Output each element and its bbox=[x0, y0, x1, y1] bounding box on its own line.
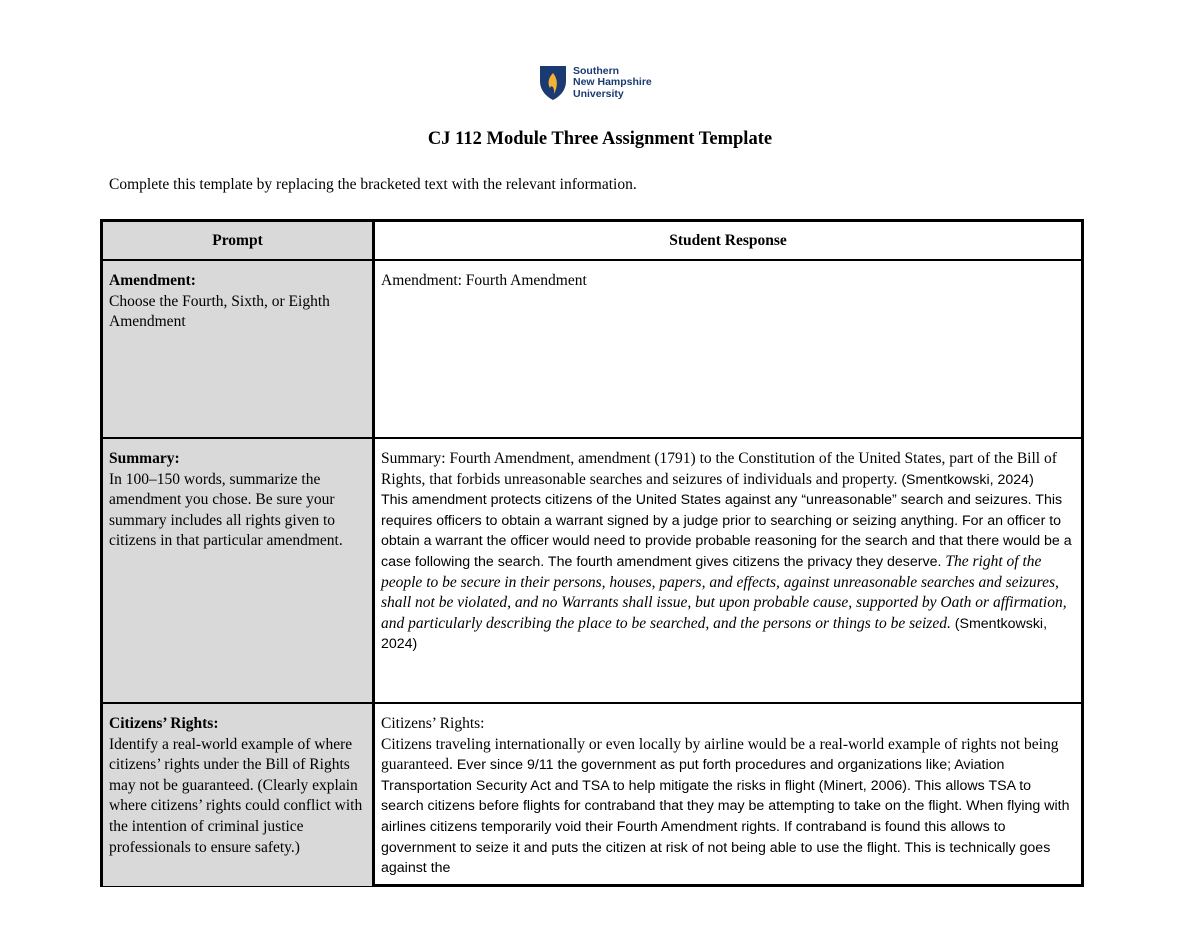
snhu-logo bbox=[539, 64, 652, 102]
response-cell[interactable] bbox=[375, 439, 1081, 704]
prompt-label: Summary: bbox=[109, 450, 180, 467]
prompt-label: Citizens’ Rights: bbox=[109, 715, 219, 732]
prompt-cell bbox=[103, 261, 375, 439]
response-cell[interactable] bbox=[375, 704, 1081, 886]
prompt-cell bbox=[103, 704, 375, 886]
table-row-amendment bbox=[103, 259, 1081, 439]
summary-body: This amendment protects citizens of the United States against any “unreasonable” search and seizures. This requires officers to obtain a warrant signed by a judge prior to searching or seizing anything. For an officer to obtain a warrant the officer would need to provide probable reasoning for the search and that there would be a case following the search. The fourth amendment gives citizens the privacy they deserve. bbox=[381, 492, 1072, 570]
response-text: Amendment: Fourth Amendment bbox=[381, 272, 587, 289]
response-cell[interactable] bbox=[375, 261, 1081, 439]
assignment-table bbox=[100, 219, 1084, 887]
prompt-text: In 100–150 words, summarize the amendment you chose. Be sure your summary includes all rights given to citizens in that particular amendment. bbox=[109, 470, 343, 550]
page-title: CJ 112 Module Three Assignment Template bbox=[427, 129, 773, 149]
prompt-text: Choose the Fourth, Sixth, or Eighth Amendment bbox=[109, 292, 330, 331]
logo-line-3: University bbox=[573, 87, 624, 100]
logo-line-2: New Hampshire bbox=[573, 76, 652, 89]
table-row-summary bbox=[103, 437, 1081, 704]
rights-body: Ever since 9/11 the government as put forth procedures and organizations like; Aviation Transportation Security Act and TSA to help mitigate the risks in flight (Minert, 2006). This allows TSA to search citizens before flights for contraband that they may be attempting to take on the flight. When flying with airlines citizens temporarily void their Fourth Amendment rights. If contraband is found this allows to government to seize it and puts the citizen at risk of not being able to use the flight. This is technically goes against the bbox=[381, 757, 1070, 877]
logo-wordmark bbox=[573, 66, 652, 101]
header-prompt: Prompt bbox=[103, 222, 375, 259]
logo-line-1: Southern bbox=[573, 64, 620, 77]
header-response: Student Response bbox=[375, 222, 1081, 259]
summary-intro-cite: (Smentkowski, 2024) bbox=[897, 471, 1034, 488]
table-row-citizens-rights bbox=[103, 702, 1081, 886]
summary-intro: Summary: Fourth Amendment, amendment (1791) to the Constitution of the United States, part of the Bill of Rights, that forbids unreasonable searches and seizures of individuals and property. bbox=[381, 450, 1057, 488]
summary-quote: The right of the people to be secure in their persons, houses, papers, and effects, against unreasonable searches and seizures, shall not be violated, and no Warrants shall issue, but upon probable cause, supported by Oath or affirmation, and particularly describing the place to be searched, and the persons or things to be seized. bbox=[381, 552, 1067, 632]
table-header-row bbox=[103, 222, 1081, 259]
rights-intro: Citizens traveling internationally or even locally by airline would be a real-world example of rights not being guaranteed. bbox=[381, 735, 1059, 774]
prompt-cell bbox=[103, 439, 375, 704]
summary-quote-cite: (Smentkowski, 2024) bbox=[381, 615, 1048, 653]
prompt-text: Identify a real-world example of where citizens’ rights under the Bill of Rights may not be guaranteed. (Clearly explain where citizens’ rights could conflict with the intention of criminal justice professionals to ensure safety.) bbox=[109, 735, 363, 856]
shield-flame-icon bbox=[539, 65, 567, 101]
instructions: Complete this template by replacing the bracketed text with the relevant information. bbox=[109, 176, 637, 193]
rights-label: Citizens’ Rights: bbox=[381, 715, 485, 732]
prompt-label: Amendment: bbox=[109, 272, 196, 289]
